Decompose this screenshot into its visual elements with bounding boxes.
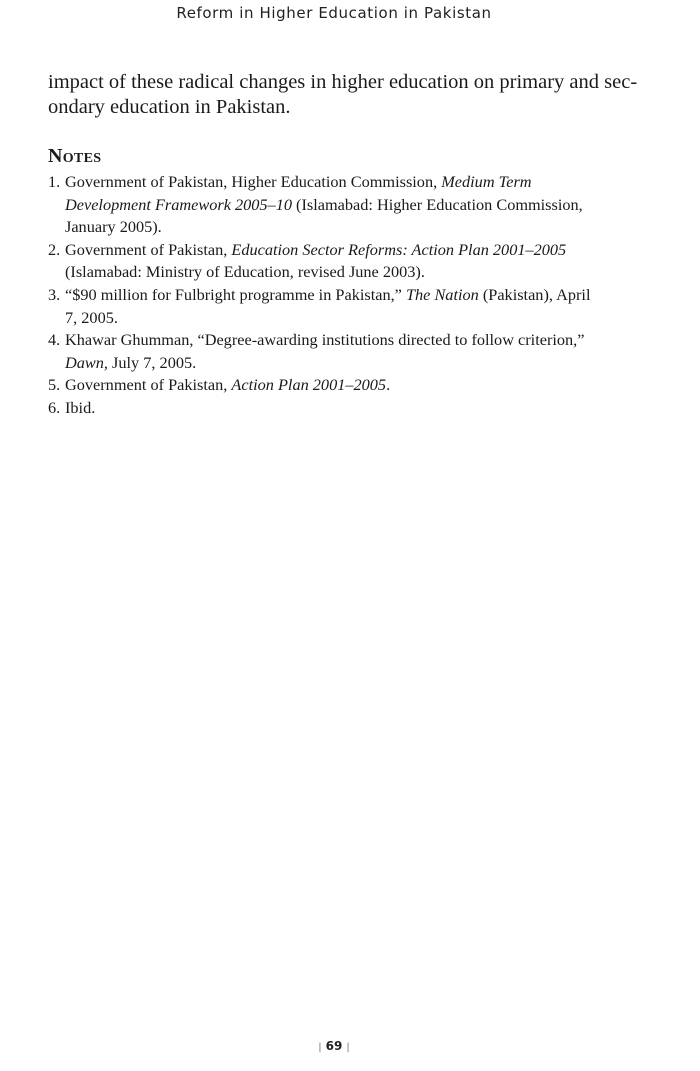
note-title-italic: Education Sector Reforms: Action Plan 2001–2005: [231, 239, 567, 259]
body-paragraph: [48, 70, 638, 120]
note-number: 2.: [48, 239, 61, 259]
notes-heading: Notes: [48, 145, 102, 167]
note-text: (Islamabad: Ministry of Education, revised June 2003).: [65, 262, 425, 282]
note-number: 6.: [48, 397, 61, 417]
note-text: Ibid.: [65, 397, 96, 417]
note-text: (Islamabad: Higher Education Commission,: [291, 194, 583, 214]
folio-divider: |: [318, 1042, 322, 1053]
note-number: 4.: [48, 330, 61, 350]
note-title-italic: Action Plan 2001–2005: [231, 375, 387, 395]
note-3: [48, 284, 648, 329]
note-title-italic: The Nation: [405, 284, 479, 304]
note-title-italic: Development Framework 2005–10: [65, 194, 292, 214]
page-number-footer: [0, 1039, 668, 1053]
note-5: [48, 374, 648, 397]
note-text: July 7, 2005.: [107, 352, 197, 372]
note-text: “$90 million for Fulbright programme in Pakistan,”: [65, 284, 406, 304]
note-number: 3.: [48, 284, 61, 304]
note-text: .: [386, 375, 391, 395]
note-text: Government of Pakistan,: [65, 375, 232, 395]
running-head: Reform in Higher Education in Pakistan: [176, 4, 492, 22]
body-line: ondary education in Pakistan.: [48, 96, 291, 118]
note-2: [48, 239, 648, 284]
note-1: [48, 171, 648, 239]
note-text: Government of Pakistan,: [65, 239, 232, 259]
page-number: 69: [325, 1039, 343, 1053]
note-4: [48, 329, 648, 374]
note-text: Government of Pakistan, Higher Education Commission,: [65, 172, 442, 191]
note-text: 7, 2005.: [65, 307, 118, 327]
note-number: 1.: [48, 172, 61, 191]
notes-list: [48, 171, 648, 420]
note-text: Khawar Ghumman, “Degree-awarding institutions directed to follow criterion,”: [65, 330, 585, 350]
folio-divider: |: [346, 1042, 350, 1053]
note-6: [48, 397, 648, 420]
note-number: 5.: [48, 375, 61, 395]
note-text: January 2005).: [65, 217, 162, 237]
note-text: (Pakistan), April: [478, 284, 591, 304]
body-line: impact of these radical changes in higher education on primary and sec-: [48, 71, 638, 93]
note-title-italic: Dawn,: [65, 352, 108, 372]
note-title-italic: Medium Term: [441, 172, 532, 191]
